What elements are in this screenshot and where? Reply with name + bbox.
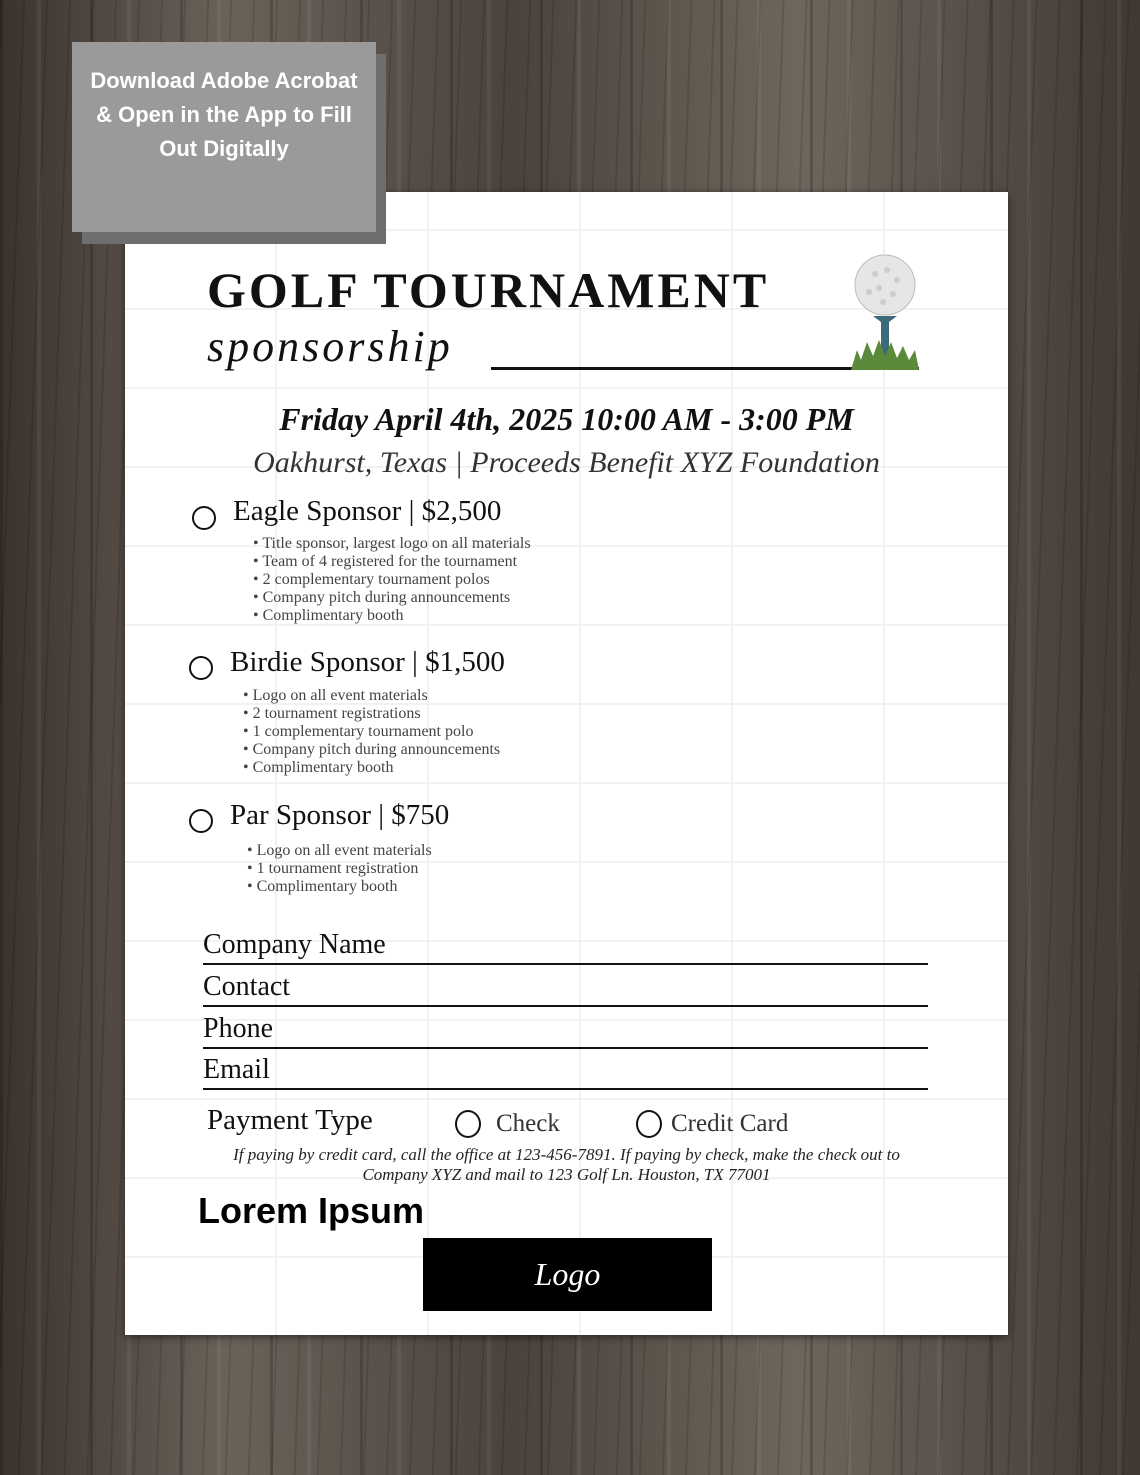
benefit-item: • Company pitch during announcements (243, 741, 500, 759)
credit-card-label: Credit Card (671, 1110, 789, 1137)
benefit-item: • 1 tournament registration (247, 860, 432, 878)
benefit-item: • 2 complementary tournament polos (253, 571, 531, 589)
benefit-item: • Complimentary booth (247, 878, 432, 896)
benefit-item: • Complimentary booth (243, 759, 500, 777)
par-benefits-list (247, 842, 432, 896)
sponsorship-form-page (125, 192, 1008, 1335)
email-field[interactable]: Email (203, 1050, 928, 1090)
benefit-item: • Logo on all event materials (243, 687, 500, 705)
payment-type-label: Payment Type (207, 1104, 373, 1136)
birdie-sponsor-radio[interactable] (189, 656, 213, 680)
form-title: GOLF TOURNAMENT (207, 262, 770, 318)
credit-card-radio[interactable] (636, 1110, 662, 1138)
form-subtitle: sponsorship (207, 322, 453, 371)
logo-placeholder[interactable]: Logo (423, 1238, 712, 1311)
check-label: Check (496, 1110, 560, 1137)
golf-ball-tee-icon (847, 252, 927, 372)
benefit-item: • Title sponsor, largest logo on all materials (253, 535, 531, 553)
company-name-text: Lorem Ipsum (198, 1190, 425, 1231)
benefit-item: • 2 tournament registrations (243, 705, 500, 723)
check-radio[interactable] (455, 1110, 481, 1138)
benefit-item: • Complimentary booth (253, 607, 531, 625)
eagle-sponsor-radio[interactable] (192, 506, 216, 530)
benefit-item: • Logo on all event materials (247, 842, 432, 860)
eagle-benefits-list (253, 535, 531, 625)
benefit-item: • Team of 4 registered for the tournament (253, 553, 531, 571)
benefit-item: • Company pitch during announcements (253, 589, 531, 607)
par-sponsor-label: Par Sponsor | $750 (230, 799, 450, 831)
eagle-sponsor-label: Eagle Sponsor | $2,500 (233, 495, 502, 527)
birdie-benefits-list (243, 687, 500, 777)
benefit-item: • 1 complementary tournament polo (243, 723, 500, 741)
company-name-field[interactable]: Company Name (203, 925, 928, 965)
payment-note: If paying by credit card, call the office at 123-456-7891. If paying by check, make the check out to Company XYZ and mail to 123 Golf Ln. Houston, TX 77001 (233, 1145, 900, 1184)
par-sponsor-radio[interactable] (189, 809, 213, 833)
phone-field[interactable]: Phone (203, 1009, 928, 1049)
event-date: Friday April 4th, 2025 10:00 AM - 3:00 PM (279, 401, 854, 437)
contact-field[interactable]: Contact (203, 967, 928, 1007)
acrobat-instructions-banner: Download Adobe Acrobat & Open in the App to Fill Out Digitally (72, 42, 376, 232)
event-location: Oakhurst, Texas | Proceeds Benefit XYZ Foundation (253, 446, 880, 479)
birdie-sponsor-label: Birdie Sponsor | $1,500 (230, 646, 505, 678)
